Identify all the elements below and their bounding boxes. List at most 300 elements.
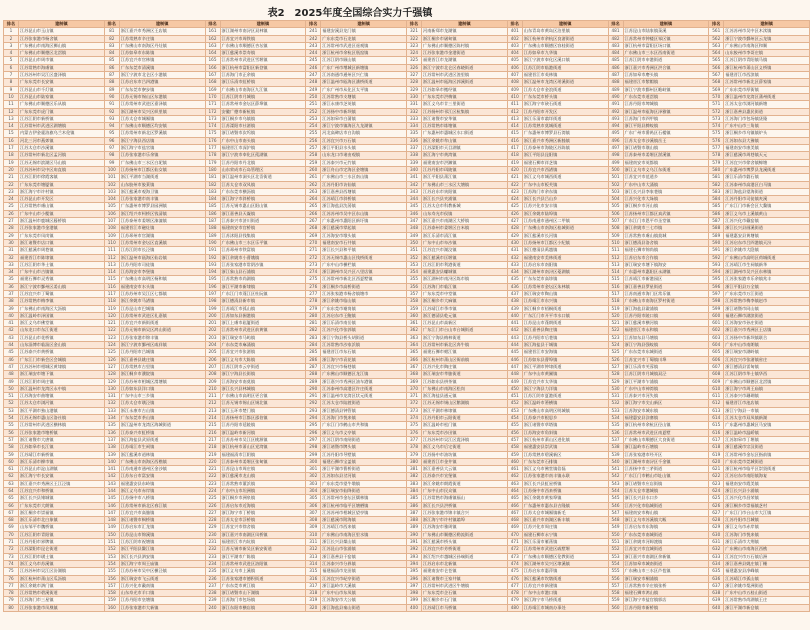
rank-cell: 220 [205, 458, 220, 465]
rank-cell: 365 [407, 349, 422, 356]
town-cell: 浙江绍兴市越城区孙端街道 [422, 553, 508, 560]
town-cell: 浙江余姚市临山镇 [321, 298, 407, 305]
rank-cell: 527 [608, 363, 623, 370]
town-cell: 江苏苏州市吴中区甪直镇 [19, 166, 105, 173]
town-cell: 福建石狮市湖滨街道 [724, 312, 810, 319]
town-cell: 江苏无锡市锡山区鹅湖镇 [422, 400, 508, 407]
rank-cell: 557 [608, 582, 623, 589]
town-cell: 浙江长兴县和平镇 [321, 247, 407, 254]
town-cell: 广东东莞市横沥镇 [220, 188, 306, 195]
rank-cell: 413 [507, 115, 522, 122]
town-cell: 福建南安市霞美镇 [724, 480, 810, 487]
town-cell: 浙江慈溪市坎墩街道 [522, 575, 608, 582]
town-cell: 江苏太仓市双凤镇 [220, 181, 306, 188]
rank-cell: 246 [306, 64, 321, 71]
town-cell: 江苏靖江市孤山镇 [220, 305, 306, 312]
header-town: 建制镇 [422, 21, 508, 28]
rank-cell: 485 [608, 57, 623, 64]
rank-cell: 227 [205, 509, 220, 516]
town-cell: 广东佛山市顺德区龙江镇 [321, 371, 407, 378]
rank-cell: 411 [507, 101, 522, 108]
town-cell: 江苏太仓市金浪街道 [522, 86, 608, 93]
town-cell: 江苏宜兴市宜城街道 [623, 546, 709, 553]
rank-cell: 624 [709, 488, 724, 495]
town-cell: 江苏扬州市邗江区杭集镇 [422, 108, 508, 115]
town-cell: 广东东莞市茶山镇 [119, 415, 205, 422]
town-cell: 浙江义乌市上溪镇 [220, 568, 306, 575]
rank-cell: 205 [205, 349, 220, 356]
rank-cell: 388 [407, 517, 422, 524]
town-cell: 浙江杭州市萧山区党湾镇 [220, 444, 306, 451]
rank-cell: 363 [407, 334, 422, 341]
rank-cell: 221 [205, 466, 220, 473]
town-cell: 江苏江阴市申港街道 [623, 57, 709, 64]
rank-cell: 382 [407, 473, 422, 480]
town-cell: 江苏无锡市锡山区锡北镇 [220, 400, 306, 407]
town-cell: 江苏常州市金坛区薛埠镇 [220, 101, 306, 108]
rank-cell: 99 [104, 159, 119, 166]
rank-cell: 428 [507, 225, 522, 232]
town-cell: 福建惠安县东岭镇 [119, 480, 205, 487]
town-cell: 江苏张家港市凤凰镇 [19, 604, 105, 611]
town-cell: 浙江海盐县澉浦镇 [623, 305, 709, 312]
rank-cell: 2 [4, 35, 19, 42]
rank-cell: 213 [205, 407, 220, 414]
rank-cell: 311 [306, 539, 321, 546]
table-row [4, 290, 810, 297]
town-cell: 广东中山市民众镇 [422, 488, 508, 495]
town-cell: 浙江海宁市尖山新区 [623, 400, 709, 407]
town-cell: 江苏启东市北新镇 [422, 560, 508, 567]
table-row [4, 130, 810, 137]
town-cell: 浙江乐清市大荆镇 [724, 539, 810, 546]
rank-cell: 72 [4, 546, 19, 553]
town-cell: 浙江温州市龙湾区蒲州街道 [724, 93, 810, 100]
town-cell: 江苏海安市南莫镇 [220, 378, 306, 385]
rank-cell: 164 [205, 50, 220, 57]
town-cell: 浙江杭州市余杭区瓶窑镇 [321, 50, 407, 57]
rank-cell: 82 [104, 35, 119, 42]
rank-cell: 551 [608, 539, 623, 546]
rank-cell: 330 [407, 93, 422, 100]
rank-cell: 461 [507, 466, 522, 473]
rank-cell: 32 [4, 254, 19, 261]
table-row [4, 575, 810, 582]
town-cell: 浙江瑞安市仙降街道 [321, 488, 407, 495]
rank-cell: 357 [407, 290, 422, 297]
rank-cell: 229 [205, 524, 220, 531]
rank-cell: 111 [104, 247, 119, 254]
table-row [4, 254, 810, 261]
town-cell: 江苏江阴市夏港街道 [522, 393, 608, 400]
rank-cell: 536 [608, 429, 623, 436]
rank-cell: 8 [4, 79, 19, 86]
rank-cell: 415 [507, 130, 522, 137]
rank-cell: 516 [608, 283, 623, 290]
town-cell: 浙江桐乡市梧桐街道 [522, 305, 608, 312]
town-cell: 江苏海安市雅周镇 [422, 524, 508, 531]
town-cell: 浙江宁波市鄞州区云龙镇 [724, 35, 810, 42]
town-cell: 江苏江阴市青阳镇马镇 [724, 57, 810, 64]
town-cell: 福建晋江市池店镇 [724, 400, 810, 407]
town-cell: 广东佛山市南海区西樵镇 [119, 458, 205, 465]
rank-cell: 619 [709, 451, 724, 458]
town-cell: 浙江宁波市鄞州区咸祥镇 [119, 342, 205, 349]
rank-cell: 158 [104, 590, 119, 597]
town-cell: 广东佛山市三水区白坭镇 [119, 159, 205, 166]
rank-cell: 88 [104, 79, 119, 86]
rank-cell: 231 [205, 539, 220, 546]
town-cell: 广东佛山市南海区桂城街道 [522, 225, 608, 232]
town-cell: 江苏扬中市油坊镇 [422, 451, 508, 458]
rank-cell: 629 [709, 524, 724, 531]
header-rank: 排名 [4, 21, 19, 28]
rank-cell: 120 [104, 312, 119, 319]
town-cell: 江苏江阴市云亭街道 [220, 363, 306, 370]
town-cell: 江苏扬州市江都区真武镇 [623, 210, 709, 217]
rank-cell: 125 [104, 349, 119, 356]
rank-cell: 320 [306, 604, 321, 611]
rank-cell: 379 [407, 451, 422, 458]
town-cell: 浙江嘉善县西塘镇 [321, 188, 407, 195]
town-cell: 江苏海安市李堡镇 [119, 269, 205, 276]
rank-cell: 270 [306, 239, 321, 246]
rank-cell: 30 [4, 239, 19, 246]
rank-cell: 139 [104, 451, 119, 458]
rank-cell: 198 [205, 298, 220, 305]
rank-cell: 224 [205, 488, 220, 495]
rank-cell: 614 [709, 415, 724, 422]
town-cell: 江苏张家港市德积街道 [220, 575, 306, 582]
town-cell: 浙江桐乡市乌镇镇炉头 [724, 130, 810, 137]
rank-cell: 338 [407, 152, 422, 159]
town-cell: 广东东莞市道滘镇 [623, 93, 709, 100]
town-cell: 江苏常州市金坛区朱林镇 [522, 283, 608, 290]
rank-cell: 45 [4, 349, 19, 356]
rank-cell: 135 [104, 422, 119, 429]
town-cell: 江苏海门市包场镇 [220, 597, 306, 604]
rank-cell: 265 [306, 203, 321, 210]
town-cell: 浙江义乌市佛堂镇 [19, 320, 105, 327]
town-cell: 浙江义乌市赤岸镇 [119, 488, 205, 495]
table-row [4, 57, 810, 64]
town-cell: 福建石狮市灵秀镇 [19, 276, 105, 283]
rank-cell: 24 [4, 196, 19, 203]
rank-cell: 274 [306, 269, 321, 276]
town-cell: 浙江瑞安市飞云街道 [119, 575, 205, 582]
rank-cell: 42 [4, 327, 19, 334]
town-cell: 江苏邳州市官湖镇 [119, 232, 205, 239]
town-cell: 福建南安市水头镇 [119, 283, 205, 290]
town-cell: 浙江永康市芝英镇 [321, 101, 407, 108]
table-row [4, 145, 810, 152]
rank-cell: 103 [104, 188, 119, 195]
town-cell: 浙江桐乡市石门镇 [422, 597, 508, 604]
table-row [4, 101, 810, 108]
town-cell: 江苏泰州市高港区许庄街道 [321, 385, 407, 392]
rank-cell: 431 [507, 247, 522, 254]
town-cell: 浙江余姚市马渚镇 [119, 298, 205, 305]
town-cell: 广东东莞市沙田镇 [422, 429, 508, 436]
rank-cell: 296 [306, 429, 321, 436]
town-cell: 浙江宁海县长街镇 [220, 371, 306, 378]
town-cell: 浙江嘉兴市秀洲区王店镇 [724, 327, 810, 334]
town-cell: 江苏如东县掘港镇 [220, 312, 306, 319]
town-cell: 浙江海宁市长安镇 [19, 473, 105, 480]
town-cell: 江苏常熟市古里镇 [119, 363, 205, 370]
town-cell: 江苏宜兴市徐舍镇鲸塘 [724, 159, 810, 166]
town-cell: 江苏苏州市吴中区横泾镇 [119, 568, 205, 575]
rank-cell: 412 [507, 108, 522, 115]
town-cell: 浙江宁波市北仑区春晓街道 [422, 64, 508, 71]
rank-cell: 597 [709, 290, 724, 297]
town-cell: 江苏兴化市周庄镇 [522, 524, 608, 531]
rank-cell: 71 [4, 539, 19, 546]
rank-cell: 556 [608, 575, 623, 582]
town-cell: 广东中山市坦洲镇 [220, 488, 306, 495]
rank-cell: 424 [507, 196, 522, 203]
rank-cell: 345 [407, 203, 422, 210]
town-cell: 广东佛山市顺德区北滘镇 [19, 50, 105, 57]
rank-cell: 192 [205, 254, 220, 261]
rank-cell: 482 [608, 35, 623, 42]
rank-cell: 579 [709, 159, 724, 166]
town-cell: 浙江海宁市硖石街道 [522, 101, 608, 108]
table-row [4, 108, 810, 115]
table-row [4, 531, 810, 538]
rank-cell: 324 [407, 50, 422, 57]
town-cell: 江苏常州市武进区遥观镇 [321, 42, 407, 49]
town-cell: 江苏昆山市玉山镇 [19, 28, 105, 35]
rank-cell: 284 [306, 342, 321, 349]
town-cell: 江苏泰州市高港区白马镇 [724, 181, 810, 188]
town-cell: 河北三河市燕郊镇 [19, 137, 105, 144]
town-cell: 江苏张家港市常阴沙镇 [220, 261, 306, 268]
rank-cell: 117 [104, 290, 119, 297]
rank-cell: 605 [709, 349, 724, 356]
rank-cell: 165 [205, 57, 220, 64]
town-cell: 广东佛山市南海区丹灶镇 [119, 42, 205, 49]
town-cell: 浙江平阳县鳌江镇 [119, 546, 205, 553]
town-cell: 江苏如皋市东陈镇 [119, 50, 205, 57]
rank-cell: 565 [709, 57, 724, 64]
town-cell: 福建惠安县黄塘镇 [724, 232, 810, 239]
town-cell: 浙江余姚市三七市镇 [623, 225, 709, 232]
rank-cell: 138 [104, 444, 119, 451]
rank-cell: 564 [709, 50, 724, 57]
town-cell: 浙江诸暨市枫桥镇 [119, 517, 205, 524]
rank-cell: 80 [4, 604, 19, 611]
rank-cell: 469 [507, 524, 522, 531]
town-cell: 江苏扬中市三茅街道 [623, 466, 709, 473]
town-cell: 浙江绍兴市柯桥区钱清镇 [119, 210, 205, 217]
town-cell: 广东江门市蓬江区杜阮镇 [220, 290, 306, 297]
town-cell: 浙江慈溪市龙山镇 [220, 473, 306, 480]
town-cell: 福建福清市龙田镇 [321, 568, 407, 575]
town-cell: 江苏如皋市长江镇 [19, 444, 105, 451]
rank-cell: 286 [306, 356, 321, 363]
town-cell: 江苏靖江市斜桥镇 [321, 196, 407, 203]
town-cell: 江苏宜兴市西渚镇 [522, 166, 608, 173]
town-cell: 浙江海盐县沈荡镇 [321, 203, 407, 210]
rank-cell: 12 [4, 108, 19, 115]
town-cell: 广东佛山市顺德区大良街道 [623, 436, 709, 443]
town-cell: 浙江诸暨市璜山镇 [623, 145, 709, 152]
rank-cell: 252 [306, 108, 321, 115]
rank-cell: 76 [4, 575, 19, 582]
town-cell: 福建晋江市英林镇 [522, 72, 608, 79]
header-town: 建制镇 [724, 21, 810, 28]
rank-cell: 432 [507, 254, 522, 261]
rank-cell: 347 [407, 218, 422, 225]
header-town: 建制镇 [220, 21, 306, 28]
rank-cell: 59 [4, 451, 19, 458]
rank-cell: 79 [4, 597, 19, 604]
town-cell: 浙江桐乡市崇福镇 [19, 509, 105, 516]
town-cell: 浙江温州市龙湾区海城街道 [119, 422, 205, 429]
rank-cell: 317 [306, 582, 321, 589]
rank-cell: 266 [306, 210, 321, 217]
town-ranking-table [3, 20, 810, 612]
rank-cell: 146 [104, 502, 119, 509]
rank-cell: 456 [507, 429, 522, 436]
town-cell: 江苏泰兴市黄桥镇 [19, 349, 105, 356]
town-cell: 江苏无锡市新吴区鸿山街道 [119, 327, 205, 334]
rank-cell: 453 [507, 407, 522, 414]
town-cell: 浙江瑞安市陶山镇 [522, 290, 608, 297]
town-cell: 广东惠州市惠城区水口街道 [422, 130, 508, 137]
rank-cell: 15 [4, 130, 19, 137]
rank-cell: 11 [4, 101, 19, 108]
town-cell: 浙江温岭市松门镇 [422, 422, 508, 429]
town-cell: 广东佛山市高明区杨和镇 [119, 276, 205, 283]
rank-cell: 159 [104, 597, 119, 604]
town-cell: 广东佛山市顺德区伦教街道 [522, 553, 608, 560]
rank-cell: 582 [709, 181, 724, 188]
header-rank: 排名 [709, 21, 724, 28]
town-cell: 江苏昆山市淀山湖镇 [19, 466, 105, 473]
town-cell: 江苏常州市武进区戚墅堰 [522, 546, 608, 553]
rank-cell: 409 [507, 86, 522, 93]
town-cell: 江苏张家港市金港镇 [19, 225, 105, 232]
rank-cell: 183 [205, 188, 220, 195]
town-cell: 广东江门市开平市水口镇 [522, 312, 608, 319]
rank-cell: 144 [104, 488, 119, 495]
town-cell: 广东江门市鹤山市址山镇 [623, 473, 709, 480]
rank-cell: 209 [205, 378, 220, 385]
town-cell: 浙江平湖市新仓镇 [724, 604, 810, 611]
town-cell: 江苏溧阳市社渚镇 [220, 123, 306, 130]
rank-cell: 390 [407, 531, 422, 538]
town-cell: 福建石狮市蚶江镇 [422, 349, 508, 356]
rank-cell: 102 [104, 181, 119, 188]
rank-cell: 525 [608, 349, 623, 356]
town-cell: 浙江宁海县桥头胡街道 [321, 334, 407, 341]
table-row [4, 400, 810, 407]
header-town: 建制镇 [623, 21, 709, 28]
town-cell: 江苏宜兴市万石镇后洲 [724, 553, 810, 560]
rank-cell: 83 [104, 42, 119, 49]
town-cell: 江苏东台市富安镇 [119, 473, 205, 480]
town-cell: 浙江慈溪市长河镇 [522, 232, 608, 239]
table-row [4, 436, 810, 443]
town-cell: 浙江桐乡市屠甸镇 [422, 35, 508, 42]
town-cell: 浙江乐清市虹桥镇 [220, 79, 306, 86]
table-row [4, 203, 810, 210]
town-cell: 江苏江阴市璜土镇 [19, 553, 105, 560]
town-cell: 福建晋江市陈埭镇 [19, 254, 105, 261]
town-cell: 浙江平湖市林埭镇 [422, 407, 508, 414]
rank-cell: 470 [507, 531, 522, 538]
table-row [4, 539, 810, 546]
rank-cell: 119 [104, 305, 119, 312]
rank-cell: 215 [205, 422, 220, 429]
rank-cell: 628 [709, 517, 724, 524]
header-rank: 排名 [205, 21, 220, 28]
rank-cell: 637 [709, 582, 724, 589]
town-cell: 广东东莞市万江街道 [724, 290, 810, 297]
rank-cell: 16 [4, 137, 19, 144]
town-cell: 浙江慈溪市崇寿镇 [220, 50, 306, 57]
rank-cell: 302 [306, 473, 321, 480]
rank-cell: 410 [507, 93, 522, 100]
town-cell: 浙江乐清市翁垟街道 [522, 115, 608, 122]
town-cell: 江苏江阴市华士镇 [19, 261, 105, 268]
town-cell: 福建南安市官桥镇 [220, 225, 306, 232]
town-cell: 江苏扬中市西来桥镇 [522, 488, 608, 495]
town-cell: 福建福清市江阴镇 [220, 451, 306, 458]
town-cell: 浙江余姚市黄家埠镇 [522, 495, 608, 502]
town-cell: 福建石狮市鸿山镇 [623, 590, 709, 597]
town-cell: 浙江乐清市芙蓉镇 [623, 363, 709, 370]
table-row [4, 166, 810, 173]
rank-cell: 498 [608, 152, 623, 159]
town-cell: 江苏扬中市新坝镇联合 [724, 334, 810, 341]
town-cell: 江苏常州市武进区湟里镇 [422, 72, 508, 79]
table-row [4, 604, 810, 611]
town-cell: 广东惠州市惠阳区新圩镇 [321, 218, 407, 225]
town-cell: 浙江义乌市上溪镇黄山 [724, 210, 810, 217]
town-cell: 江苏江阴市顾山镇 [321, 57, 407, 64]
rank-cell: 20 [4, 166, 19, 173]
rank-cell: 245 [306, 57, 321, 64]
rank-cell: 442 [507, 327, 522, 334]
table-row [4, 466, 810, 473]
town-cell: 江苏江阴市华士镇华西 [724, 371, 810, 378]
town-cell: 浙江温州市瓯海区潘桥街道 [321, 79, 407, 86]
rank-cell: 233 [205, 553, 220, 560]
rank-cell: 55 [4, 422, 19, 429]
town-cell: 江苏靖江市生祠镇 [119, 444, 205, 451]
rank-cell: 474 [507, 560, 522, 567]
rank-cell: 281 [306, 320, 321, 327]
table-row [4, 174, 810, 181]
rank-cell: 374 [407, 415, 422, 422]
rank-cell: 399 [407, 597, 422, 604]
town-cell: 浙江海宁市盐官镇郭店 [623, 597, 709, 604]
rank-cell: 89 [104, 86, 119, 93]
town-cell: 广东佛山市高明区荷城街道 [724, 254, 810, 261]
rank-cell: 466 [507, 502, 522, 509]
table-row [4, 137, 810, 144]
rank-cell: 426 [507, 210, 522, 217]
town-cell: 江苏常熟市碧溪街道 [19, 590, 105, 597]
rank-cell: 43 [4, 334, 19, 341]
town-cell: 广东佛山市三水区大塘镇 [422, 181, 508, 188]
rank-cell: 635 [709, 568, 724, 575]
rank-cell: 78 [4, 590, 19, 597]
town-cell: 浙江余姚市河姆渡镇 [623, 539, 709, 546]
